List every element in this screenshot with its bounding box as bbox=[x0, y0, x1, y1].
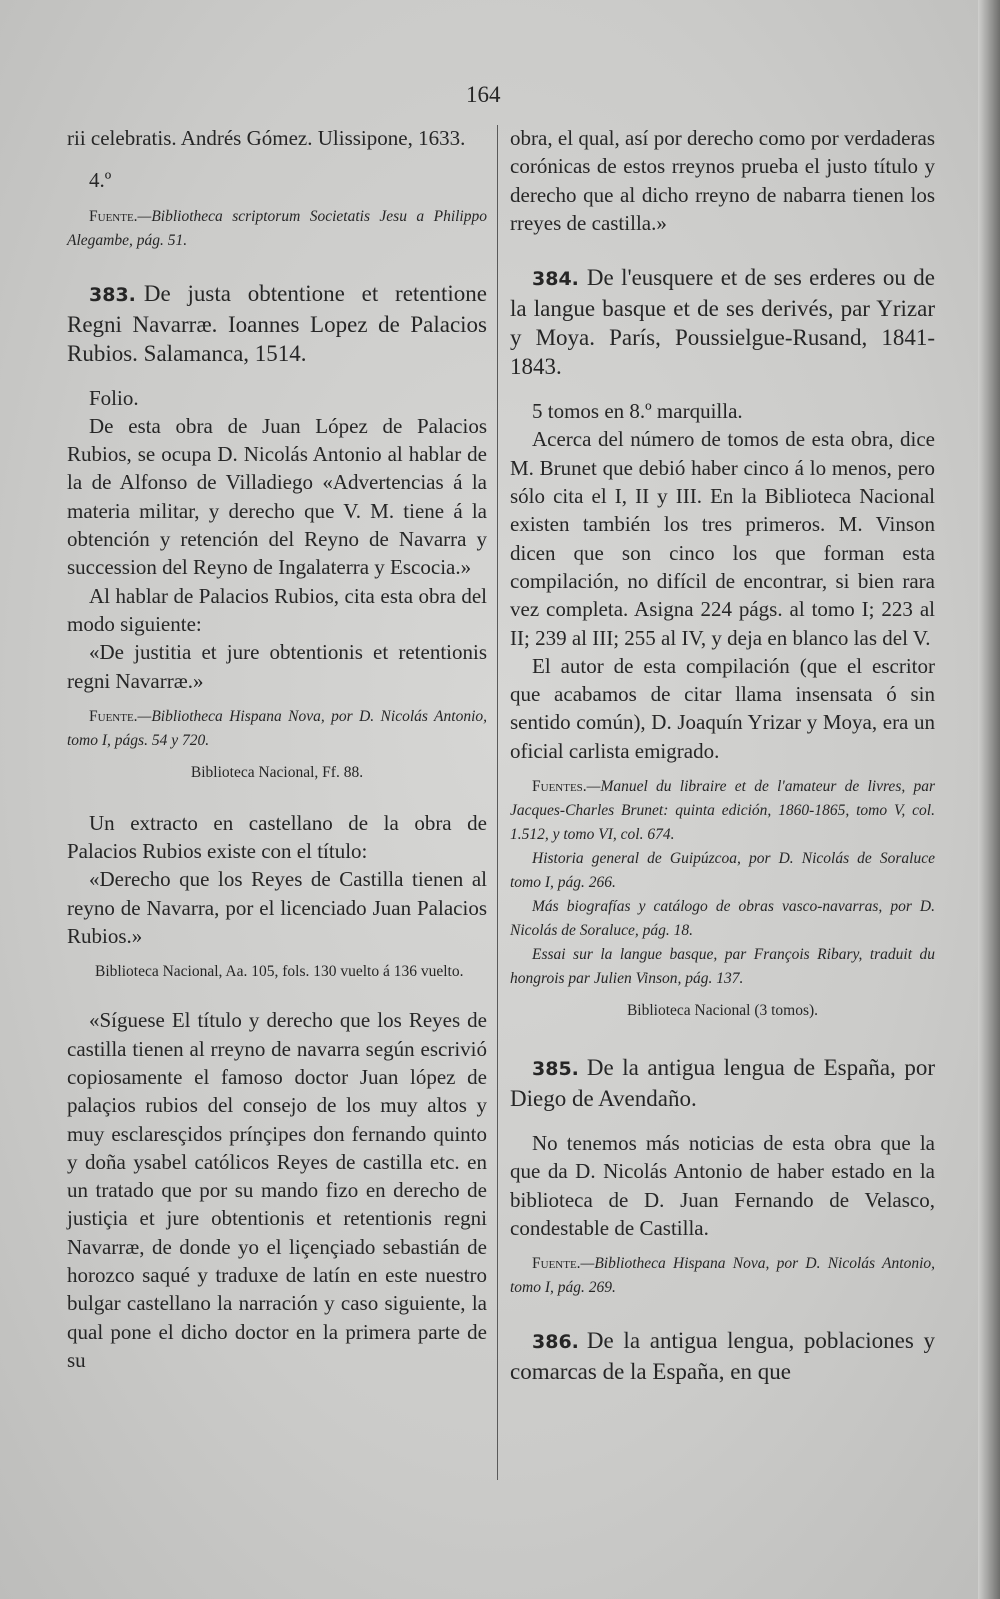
quotation: «Síguese El título y derecho que los Reyes de castilla tienen al rreyno de navarra según escrivió copiosamente el famoso doctor Juan lópez de palaçios rubios del consejo de los muy altos y muy esclaresçidos prínçipes don fernando quinto y doña ysabel católicos Reyes de castilla etc. en un tratado que por su mando fizo en derecho de justiçia et jure obtentionis et retentionis regni Navarræ, de donde yo el liçençiado sebastián de horozco saqué y traduxe de latín en este nuestro bulgar castellano la narración y caso siguiente, la qual pone el dicho doctor en la primera parte de su bbox=[67, 1008, 487, 1372]
entry-title: De la antigua lengua, poblaciones y comarcas de la España, en que bbox=[510, 1328, 935, 1385]
library-location: Biblioteca Nacional (3 tomos). bbox=[626, 1002, 819, 1020]
entry-title: De la antigua lengua de España, por Diego de Avendaño. bbox=[510, 1055, 935, 1112]
source-label: Fuente. bbox=[89, 207, 138, 225]
source-text: Essai sur la langue basque, par François Ribary, traduit du hongrois par Julien Vinson, pág. 137. bbox=[510, 946, 935, 988]
source-text: Más biografías y catálogo de obras vasco-navarras, por D. Nicolás de Soraluce, pág. 18. bbox=[510, 898, 935, 940]
right-column bbox=[510, 124, 935, 1386]
quotation: «Derecho que los Reyes de Castilla tienen al reyno de Navarra, por el licenciado Juan Palacios Rubios.» bbox=[67, 867, 487, 949]
left-column bbox=[67, 124, 487, 1374]
format-note: 4.º bbox=[89, 168, 112, 193]
entry-386 bbox=[510, 1326, 935, 1386]
sources-block bbox=[510, 775, 935, 991]
entry-title: De justa obtentione et retentione Regni Navarræ. Ioannes Lopez de Palacios Rubios. Salamanca, 1514. bbox=[67, 280, 487, 366]
continued-title: rii celebratis. Andrés Gómez. Ulissipone, 1633. bbox=[67, 126, 466, 150]
paragraph: No tenemos más noticias de esta obra que la que da D. Nicolás Antonio de haber estado en la biblioteca de D. Juan Fernando de Velasco, condestable de Castilla. bbox=[510, 1131, 935, 1240]
library-location: Biblioteca Nacional, Ff. 88. bbox=[190, 763, 364, 781]
column-divider bbox=[497, 125, 498, 1480]
entry-number: 385. bbox=[532, 1058, 579, 1081]
source-text: —Manuel du libraire et de l'amateur de livres, par Jacques-Charles Brunet: quinta edición, 1860-1865, tomo V, col. 1.512, y tomo VI, col. 674. bbox=[510, 778, 935, 844]
source-note bbox=[510, 895, 935, 943]
page-number: 164 bbox=[466, 82, 501, 107]
paragraph: obra, el qual, así por derecho como por verdaderas corónicas de estos rreynos prueba el justo título y derecho que al dicho rreyno de nabarra tienen los rreyes de castilla.» bbox=[510, 126, 935, 235]
entry-385 bbox=[510, 1053, 935, 1113]
source-note bbox=[510, 847, 935, 895]
paragraph: Al hablar de Palacios Rubios, cita esta obra del modo siguiente: bbox=[67, 583, 487, 636]
paragraph: El autor de esta compilación (que el escritor que acabamos de citar llama insensata ó sin sentido común), D. Joaquín Yrizar y Moya, era un oficial carlista emigrado. bbox=[510, 653, 935, 763]
source-note bbox=[67, 705, 487, 753]
source-label: Fuente. bbox=[532, 1255, 581, 1273]
source-note bbox=[67, 205, 487, 253]
entry-number: 384. bbox=[532, 268, 579, 291]
source-text: —Bibliotheca Hispana Nova, por D. Nicolás Antonio, tomo I, págs. 54 y 720. bbox=[67, 707, 487, 749]
source-label: Fuentes. bbox=[532, 778, 587, 796]
source-text: —Bibliotheca Hispana Nova, por D. Nicolás Antonio, tomo I, pág. 269. bbox=[510, 1255, 935, 1297]
source-note bbox=[510, 943, 935, 991]
source-label: Fuente. bbox=[89, 707, 138, 725]
entry-number: 383. bbox=[89, 283, 136, 306]
entry-383 bbox=[67, 279, 487, 368]
format-note: 5 tomos en 8.º marquilla. bbox=[532, 399, 743, 424]
source-text: Historia general de Guipúzcoa, por D. Nicolás de Soraluce tomo I, pág. 266. bbox=[510, 850, 935, 892]
quotation: «De justitia et jure obtentionis et retentionis regni Navarræ.» bbox=[67, 640, 487, 693]
page-edge-shadow bbox=[978, 0, 1000, 1599]
paragraph: De esta obra de Juan López de Palacios Rubios, se ocupa D. Nicolás Antonio al hablar de la de Alfonso de Villadiego «Advertencias á la materia militar, y derecho que V. M. tiene á la obtención y retención del Reyno de Navarra y succession del Reyno de Ingalaterra y Escocia.» bbox=[67, 413, 487, 580]
source-note bbox=[510, 775, 935, 847]
library-location: Biblioteca Nacional, Aa. 105, fols. 130 vuelto á 136 vuelto. bbox=[95, 963, 464, 981]
source-text: —Bibliotheca scriptorum Societatis Jesu a Philippo Alegambe, pág. 51. bbox=[67, 207, 487, 249]
paragraph: Un extracto en castellano de la obra de Palacios Rubios existe con el título: bbox=[67, 810, 487, 864]
format-note: Folio. bbox=[89, 385, 139, 410]
entry-number: 386. bbox=[532, 1331, 579, 1354]
paragraph: Acerca del número de tomos de esta obra, dice M. Brunet que debió haber cinco á lo menos, pero sólo cita el I, II y III. En la Biblioteca Nacional existen también los tres primeros. M. Vinson dicen que son cinco los que forman esta compilación, no difícil de encontrar, si bien rara vez completa. Asigna 224 págs. al tomo I; 223 al II; 239 al III; 255 al IV, y deja en blanco las del V. bbox=[510, 427, 935, 650]
entry-title: De l'eusquere et de ses erderes ou de la langue basque et de ses derivés, par Yrizar y Moya. París, Poussielgue-Rusand, 1841-1843. bbox=[510, 265, 935, 380]
entry-384 bbox=[510, 263, 935, 381]
source-note bbox=[510, 1252, 935, 1300]
